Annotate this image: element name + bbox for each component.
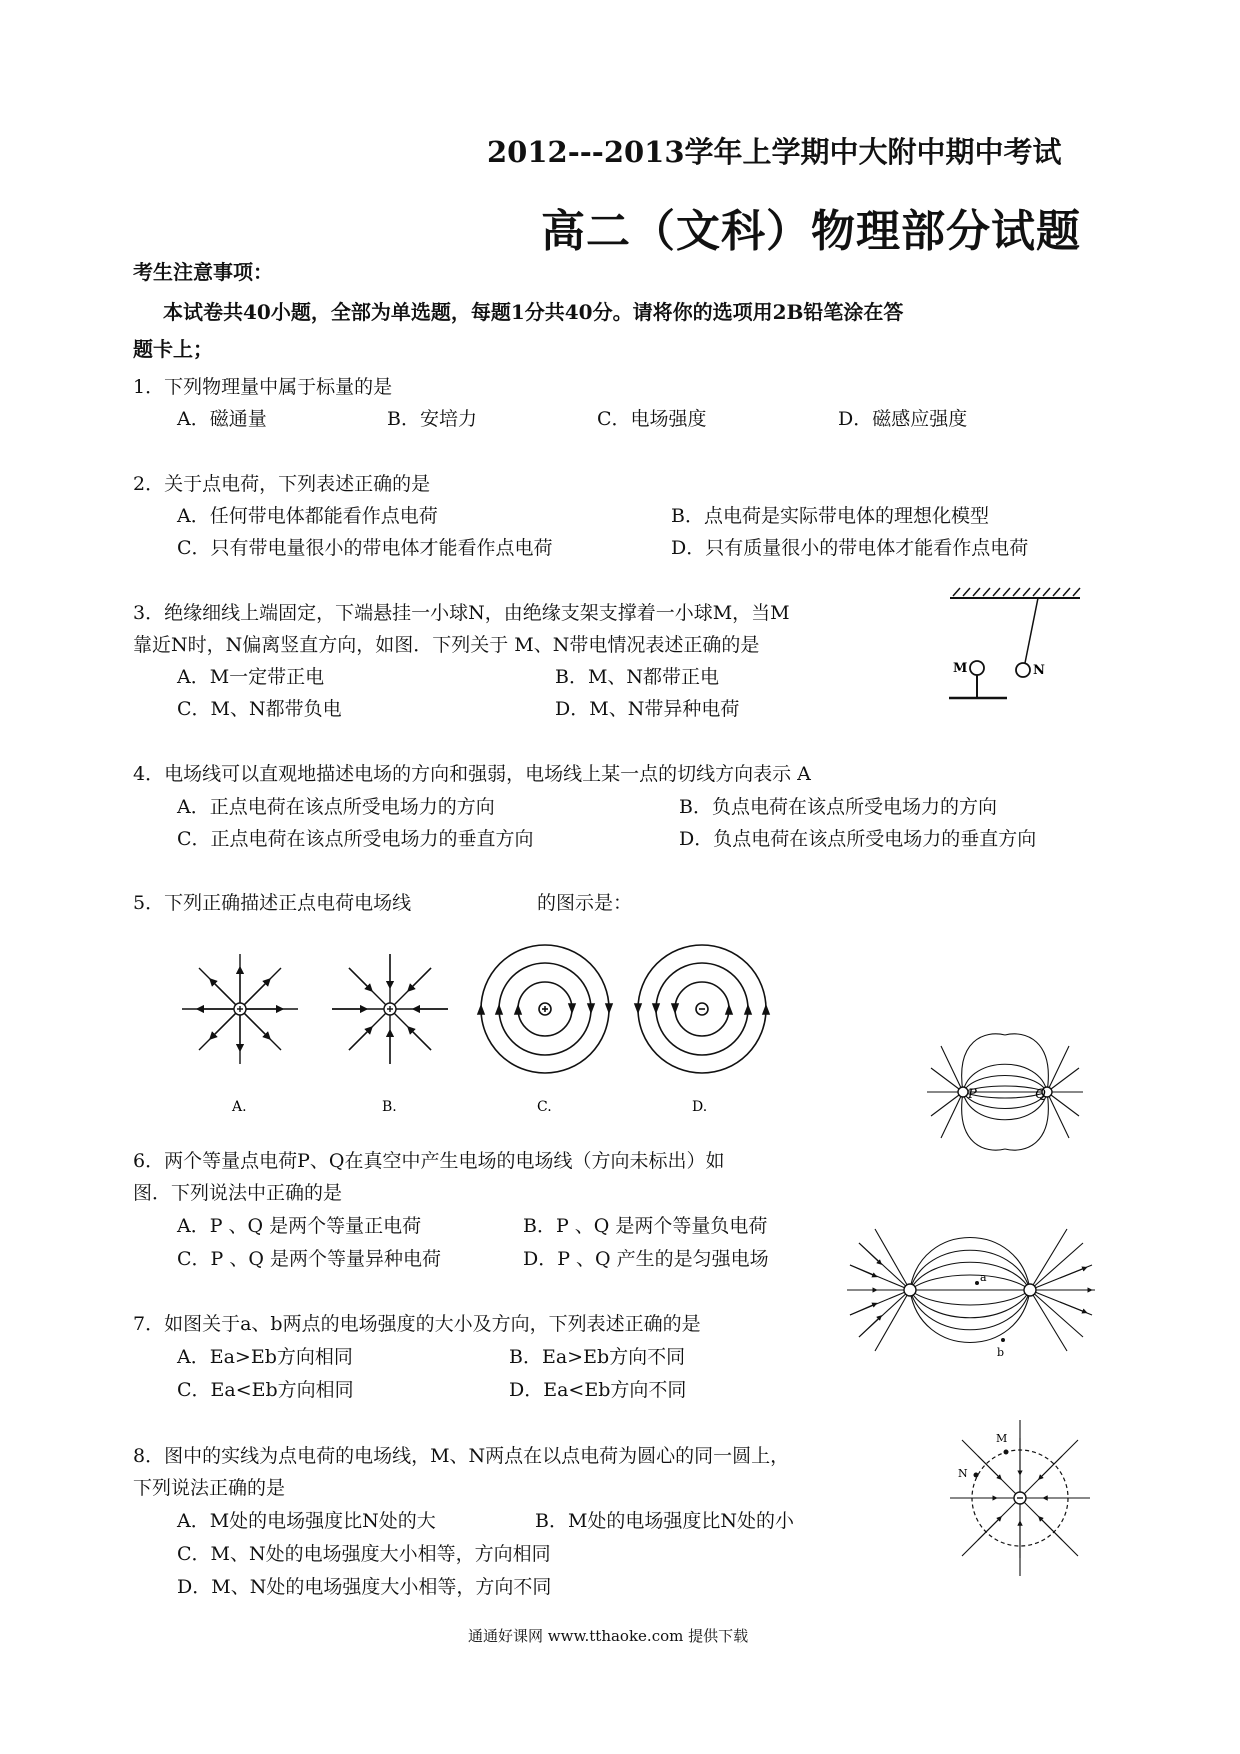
q5-figure-c [478,945,612,1073]
q1-option-b: B．安培力 [387,408,477,430]
q5-figure-a [182,954,298,1064]
q4-option-c: C．正点电荷在该点所受电场力的垂直方向 [177,828,534,850]
q3-label-m: M [953,661,968,676]
page-footer: 通通好课网 www.tthaoke.com 提供下载 [468,1627,749,1645]
q6-option-a: A．P 、Q 是两个等量正电荷 [177,1215,422,1237]
q7-figure [845,1215,1100,1365]
q7-label-b: b [997,1346,1005,1359]
q6-option-c: C．P 、Q 是两个等量异种电荷 [177,1248,441,1270]
q5-figures [170,940,790,1120]
q8-label-m: M [996,1432,1008,1445]
q8-option-b: B．M处的电场强度比N处的小 [535,1510,795,1532]
q6-option-d: D．P 、Q 产生的是匀强电场 [523,1248,769,1270]
notice-body-line2: 题卡上； [133,337,213,361]
q3-option-c: C．M、N都带负电 [177,698,342,720]
q3-stem-line1: 3．绝缘细线上端固定，下端悬挂一小球N，由绝缘支架支撑着一小球M，当M [133,602,790,624]
q6-stem-line2: 图．下列说法中正确的是 [133,1182,343,1204]
q2-option-c: C．只有带电量很小的带电体才能看作点电荷 [177,537,553,559]
notice-body-line1: 本试卷共40小题，全部为单选题，每题1分共40分。请将你的选项用2B铅笔涂在答 [163,300,904,324]
q6-figure [925,1030,1100,1150]
q3-label-n: N [1033,663,1045,678]
q4-option-a: A．正点电荷在该点所受电场力的方向 [177,796,495,818]
q7-option-b: B．Ea>Eb方向不同 [509,1346,686,1368]
q5-label-d: D. [692,1099,708,1115]
q5-label-a: A. [232,1099,247,1115]
q5-stem-part1: 5．下列正确描述正点电荷电场线 [133,892,412,914]
q5-label-c: C. [537,1099,552,1115]
q7-option-a: A．Ea>Eb方向相同 [177,1346,353,1368]
q5-figure-d [635,945,769,1073]
q6-stem-line1: 6．两个等量点电荷P、Q在真空中产生电场的电场线（方向未标出）如 [133,1150,725,1172]
q7-label-a: a [980,1271,987,1284]
q5-stem-part2: 的图示是： [537,892,633,914]
q7-option-c: C．Ea<Eb方向相同 [177,1379,354,1401]
q8-stem-line1: 8．图中的实线为点电荷的电场线，M、N两点在以点电荷为圆心的同一圆上， [133,1445,790,1467]
q5-label-b: B. [382,1099,397,1115]
q3-pendulum-figure [945,580,1085,715]
q3-stem-line2: 靠近N时，N偏离竖直方向，如图．下列关于 M、N带电情况表述正确的是 [133,634,760,656]
q3-option-a: A．M一定带正电 [177,666,325,688]
q1-option-d: D．磁感应强度 [838,408,968,430]
q6-option-b: B．P 、Q 是两个等量负电荷 [523,1215,768,1237]
exam-title: 2012---2013学年上学期中大附中期中考试 [487,135,1062,169]
q8-option-a: A．M处的电场强度比N处的大 [177,1510,436,1532]
q2-stem: 2．关于点电荷，下列表述正确的是 [133,473,431,495]
q2-option-b: B．点电荷是实际带电体的理想化模型 [671,505,989,527]
q7-stem: 7．如图关于a、b两点的电场强度的大小及方向，下列表述正确的是 [133,1313,701,1335]
q4-option-b: B．负点电荷在该点所受电场力的方向 [679,796,997,818]
q1-option-c: C．电场强度 [597,408,707,430]
q2-option-a: A．任何带电体都能看作点电荷 [177,505,438,527]
q4-option-d: D．负点电荷在该点所受电场力的垂直方向 [679,828,1037,850]
q7-option-d: D．Ea<Eb方向不同 [509,1379,687,1401]
q2-option-d: D．只有质量很小的带电体才能看作点电荷 [671,537,1029,559]
q3-option-d: D．M、N带异种电荷 [555,698,740,720]
q8-label-n: N [958,1467,968,1480]
q1-option-a: A．磁通量 [177,408,267,430]
q8-figure [950,1418,1090,1573]
q8-stem-line2: 下列说法正确的是 [133,1477,286,1499]
q8-option-d: D．M、N处的电场强度大小相等，方向不同 [177,1576,552,1598]
q1-stem: 1．下列物理量中属于标量的是 [133,376,393,398]
q8-option-c: C．M、N处的电场强度大小相等，方向相同 [177,1543,551,1565]
q6-label-p: P [968,1087,977,1102]
notice-heading: 考生注意事项： [133,260,273,284]
q3-option-b: B．M、N都带正电 [555,666,720,688]
q6-label-q: Q [1035,1087,1046,1102]
q4-stem: 4．电场线可以直观地描述电场的方向和强弱，电场线上某一点的切线方向表示 A [133,763,811,785]
q5-figure-b [332,954,448,1064]
exam-subtitle: 高二（文科）物理部分试题 [541,206,1081,257]
